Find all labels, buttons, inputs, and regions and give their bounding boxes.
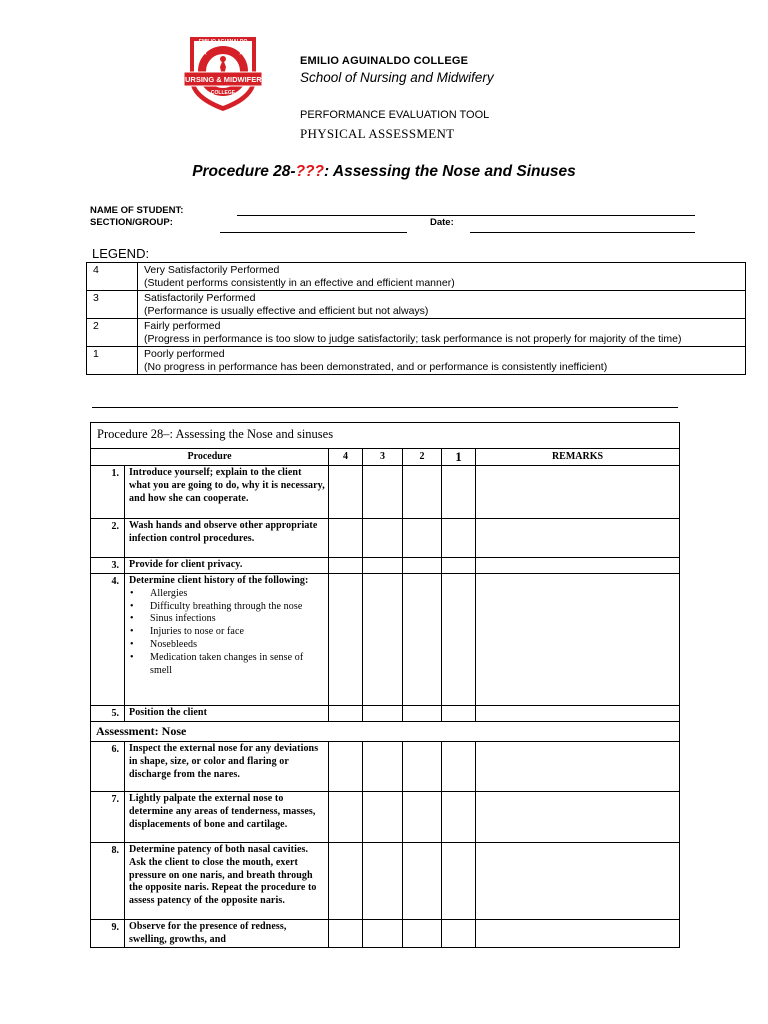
header-rating-2: 2 bbox=[403, 449, 442, 466]
rating-1-cell[interactable] bbox=[442, 558, 476, 574]
rating-3-cell[interactable] bbox=[363, 843, 403, 920]
rating-2-cell[interactable] bbox=[403, 519, 442, 558]
step-text: Determine patency of both nasal cavities. Ask the client to close the mouth, exert pressure on one naris, and breath through the opposite naris. Repeat the procedure to assess patency of the opposite naris. bbox=[125, 843, 329, 920]
step-text: Determine client history of the following: bbox=[129, 575, 309, 586]
legend-row bbox=[87, 263, 746, 291]
legend-rating-desc: (Performance is usually effective and efficient but not always) bbox=[144, 304, 429, 317]
student-name-field[interactable] bbox=[237, 215, 695, 216]
table-row bbox=[91, 742, 680, 792]
step-number: 7. bbox=[91, 792, 125, 843]
assessment-section-label: Assessment: Nose bbox=[91, 722, 680, 742]
step-number: 4. bbox=[91, 574, 125, 706]
header-rating-3: 3 bbox=[363, 449, 403, 466]
step-number: 1. bbox=[91, 466, 125, 519]
header-remarks: REMARKS bbox=[476, 449, 680, 466]
section-title: PHYSICAL ASSESSMENT bbox=[300, 126, 455, 141]
step-number: 8. bbox=[91, 843, 125, 920]
rating-1-cell[interactable] bbox=[442, 792, 476, 843]
rating-3-cell[interactable] bbox=[363, 558, 403, 574]
rating-4-cell[interactable] bbox=[329, 558, 363, 574]
legend-rating-desc: (No progress in performance has been demonstrated, and or performance is consistently inefficient) bbox=[144, 360, 608, 373]
header-procedure: Procedure bbox=[91, 449, 329, 466]
step-text: Position the client bbox=[125, 706, 329, 722]
rating-1-cell[interactable] bbox=[442, 706, 476, 722]
college-name: EMILIO AGUINALDO COLLEGE bbox=[300, 55, 469, 67]
rating-1-cell[interactable] bbox=[442, 519, 476, 558]
remarks-cell[interactable] bbox=[476, 742, 680, 792]
procedure-title-suffix: : Assessing the Nose and Sinuses bbox=[323, 163, 576, 180]
rating-4-cell[interactable] bbox=[329, 742, 363, 792]
step-text: Inspect the external nose for any deviations in shape, size, or color and flaring or discharge from the nares. bbox=[125, 742, 329, 792]
remarks-cell[interactable] bbox=[476, 574, 680, 706]
list-item: • Injuries to nose or face bbox=[129, 626, 325, 639]
legend-rating-desc: (Progress in performance is too slow to judge satisfactorily; task performance is not properly for majority of the time) bbox=[144, 332, 682, 345]
table-row bbox=[91, 706, 680, 722]
student-name-label: NAME OF STUDENT: bbox=[90, 205, 184, 216]
rating-4-cell[interactable] bbox=[329, 843, 363, 920]
list-item: • Sinus infections bbox=[129, 613, 325, 626]
table-row bbox=[91, 920, 680, 948]
list-item: • Nosebleeds bbox=[129, 639, 325, 652]
rating-2-cell[interactable] bbox=[403, 466, 442, 519]
legend-rating-title: Poorly performed bbox=[144, 348, 225, 360]
legend-row bbox=[87, 319, 746, 347]
remarks-cell[interactable] bbox=[476, 558, 680, 574]
rating-3-cell[interactable] bbox=[363, 519, 403, 558]
date-label: Date: bbox=[430, 217, 454, 228]
step-number: 2. bbox=[91, 519, 125, 558]
procedure-title-prefix: Procedure 28- bbox=[192, 163, 296, 180]
rating-3-cell[interactable] bbox=[363, 742, 403, 792]
list-item: • Allergies bbox=[129, 588, 325, 601]
rating-3-cell[interactable] bbox=[363, 920, 403, 948]
remarks-cell[interactable] bbox=[476, 920, 680, 948]
table-row bbox=[91, 466, 680, 519]
remarks-cell[interactable] bbox=[476, 519, 680, 558]
rating-4-cell[interactable] bbox=[329, 466, 363, 519]
date-field[interactable] bbox=[470, 232, 695, 233]
rating-2-cell[interactable] bbox=[403, 843, 442, 920]
step-text: Observe for the presence of redness, swelling, growths, and bbox=[125, 920, 329, 948]
step-text: Lightly palpate the external nose to determine any areas of tenderness, masses, displacements of bone and cartilage. bbox=[125, 792, 329, 843]
legend-row bbox=[87, 291, 746, 319]
table-row bbox=[91, 792, 680, 843]
rating-4-cell[interactable] bbox=[329, 792, 363, 843]
rating-2-cell[interactable] bbox=[403, 558, 442, 574]
table-row bbox=[91, 519, 680, 558]
section-group-field[interactable] bbox=[220, 232, 407, 233]
tool-title: PERFORMANCE EVALUATION TOOL bbox=[300, 109, 490, 121]
table-row bbox=[91, 843, 680, 920]
table-row bbox=[91, 574, 680, 706]
rating-2-cell[interactable] bbox=[403, 792, 442, 843]
list-item: • Medication taken changes in sense of smell bbox=[129, 652, 325, 678]
step-text: Introduce yourself; explain to the client what you are going to do, why it is necessary, and how she can cooperate. bbox=[125, 466, 329, 519]
logo-bottom-text: COLLEGE bbox=[210, 90, 236, 96]
school-name: School of Nursing and Midwifery bbox=[300, 70, 494, 85]
table-header-row bbox=[91, 449, 680, 466]
rating-4-cell[interactable] bbox=[329, 574, 363, 706]
logo-ribbon-text: NURSING & MIDWIFERY bbox=[180, 75, 266, 84]
step-number: 5. bbox=[91, 706, 125, 722]
legend-row bbox=[87, 347, 746, 375]
logo-ring-text: EMILIO AGUINALDO bbox=[198, 39, 248, 45]
legend-rating-title: Very Satisfactorily Performed bbox=[144, 264, 280, 276]
rating-1-cell[interactable] bbox=[442, 920, 476, 948]
remarks-cell[interactable] bbox=[476, 706, 680, 722]
step-number: 3. bbox=[91, 558, 125, 574]
rating-4-cell[interactable] bbox=[329, 920, 363, 948]
legend-rating: 1 bbox=[87, 347, 138, 375]
rating-1-cell[interactable] bbox=[442, 742, 476, 792]
rating-2-cell[interactable] bbox=[403, 920, 442, 948]
table-title: Procedure 28–: Assessing the Nose and sinuses bbox=[91, 423, 680, 449]
rating-3-cell[interactable] bbox=[363, 574, 403, 706]
section-group-label: SECTION/GROUP: bbox=[90, 217, 173, 228]
table-row bbox=[91, 558, 680, 574]
rating-1-cell[interactable] bbox=[442, 574, 476, 706]
rating-3-cell[interactable] bbox=[363, 466, 403, 519]
procedure-title bbox=[0, 163, 768, 181]
rating-1-cell[interactable] bbox=[442, 466, 476, 519]
list-item: • Difficulty breathing through the nose bbox=[129, 601, 325, 614]
legend-title: LEGEND: bbox=[92, 246, 150, 261]
legend-rating-title: Fairly performed bbox=[144, 320, 221, 332]
legend-rating: 3 bbox=[87, 291, 138, 319]
rating-1-cell[interactable] bbox=[442, 843, 476, 920]
legend-rating-title: Satisfactorily Performed bbox=[144, 292, 256, 304]
legend-rating: 2 bbox=[87, 319, 138, 347]
remarks-cell[interactable] bbox=[476, 843, 680, 920]
step-text: Provide for client privacy. bbox=[125, 558, 329, 574]
rating-3-cell[interactable] bbox=[363, 792, 403, 843]
divider bbox=[92, 407, 678, 408]
rating-2-cell[interactable] bbox=[403, 742, 442, 792]
header-rating-1: 1 bbox=[442, 449, 476, 466]
rating-4-cell[interactable] bbox=[329, 519, 363, 558]
legend-table bbox=[86, 262, 746, 375]
evaluation-table bbox=[90, 422, 680, 948]
remarks-cell[interactable] bbox=[476, 466, 680, 519]
legend-rating: 4 bbox=[87, 263, 138, 291]
history-list bbox=[129, 588, 325, 678]
legend-rating-desc: (Student performs consistently in an effective and efficient manner) bbox=[144, 276, 455, 289]
rating-2-cell[interactable] bbox=[403, 574, 442, 706]
procedure-number-placeholder: ??? bbox=[295, 163, 324, 180]
rating-3-cell[interactable] bbox=[363, 706, 403, 722]
header-rating-4: 4 bbox=[329, 449, 363, 466]
rating-2-cell[interactable] bbox=[403, 706, 442, 722]
rating-4-cell[interactable] bbox=[329, 706, 363, 722]
step-number: 9. bbox=[91, 920, 125, 948]
step-number: 6. bbox=[91, 742, 125, 792]
college-logo bbox=[180, 35, 266, 113]
remarks-cell[interactable] bbox=[476, 792, 680, 843]
step-text: Wash hands and observe other appropriate infection control procedures. bbox=[125, 519, 329, 558]
